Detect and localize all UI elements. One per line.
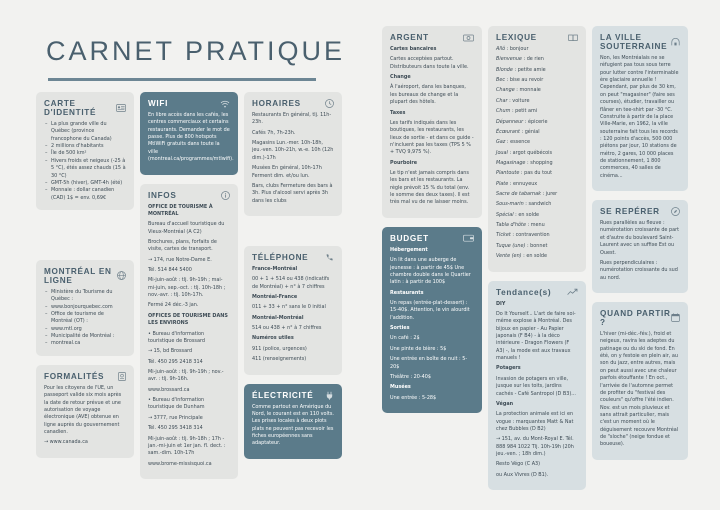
card-body (496, 301, 578, 480)
column-1 (36, 92, 134, 467)
glossary-entry: Bienvenue : de rien (496, 56, 544, 63)
paragraph: Un lit dans une auberge de jeunesse : à partir de 45$ Une chambre double dans le Quartier latin : à partir de 100$ (390, 257, 471, 286)
card-lexique (488, 26, 586, 272)
address: → 151, av. du Mont-Royal E. Tél. 888 984 1022 Tlj. 10h-19h (20h jeu.-ven. ; 18h dim.) (496, 436, 574, 458)
glossary-entry: Plate : ennuyeux (496, 180, 538, 187)
plug-icon (325, 391, 334, 400)
card-tendances (488, 281, 586, 491)
glossary-entry: Vente (en) : en solde (496, 253, 548, 260)
card-montreal-en-ligne (36, 260, 134, 356)
paragraph: Pour les citoyens de l'UE, un passeport valide six mois après la date de retour prévue et une autorisation de voyage électronique (AVE) obtenue en ligne auprès du gouvernement canadien. (44, 384, 122, 435)
card-header (44, 267, 126, 285)
glossary-entry: Écœurant : génial (496, 128, 540, 135)
glossary-entry: Sous-marin : sandwich (496, 201, 552, 208)
paragraph: Non, les Montréalais ne se réfugient pas tous sous terre pour lutter contre l'interminable ère glaciaire annuelle ! Cependant, par plus de 30 km, on peut "magasiner" (faire ses courses), étudier, travailler ou flâner en tee-shirt par -30 °C. Construite à partir de la place Ville-Marie, en 1962, la ville souterraine fait tous les records : 120 points d'accès, 500 000 piétons par jour, 10 stations de métro, 2 gares, 10 000 places de stationnement, 1 800 commerces, 40 salles de cinéma... (600, 55, 679, 179)
card-header (148, 99, 230, 108)
subheading: Montréal-Montréal (252, 314, 304, 321)
paragraph: Un café : 2$ (390, 335, 420, 342)
card-header (390, 33, 474, 42)
list-item: – Île de 500 km² (51, 150, 126, 157)
card-body (252, 404, 334, 448)
page-title: CARNET PRATIQUE (46, 36, 346, 66)
phone-icon (325, 253, 334, 262)
paragraph: 00 + 1 + 514 ou 438 (indicatifs de Montréal) + n° à 7 chiffres (252, 276, 330, 290)
phone: Tél. 514 844 5400 (148, 267, 192, 274)
paragraph: Les tarifs indiqués dans les boutiques, les restaurants, les lieux de sortie - et dans ce guide - n'incluent pas les taxes (TPS 5 % + TVQ 9,975 %). (390, 119, 474, 156)
card-body (252, 112, 334, 205)
card-formalites (36, 365, 134, 458)
card-body (390, 46, 474, 207)
list-item: – GMT-5h (hiver), GMT-4h (été) (51, 180, 126, 187)
address: → 15, bd Brossard (148, 348, 193, 355)
paragraph: Bureau d'accueil touristique du Vieux-Montréal (A C2) (148, 221, 225, 235)
card-telephone (244, 246, 342, 375)
column-5 (488, 26, 586, 499)
card-title: MONTRÉAL EN LIGNE (44, 266, 112, 285)
glossary-entry: Blonde : petite amie (496, 66, 546, 73)
glossary-entry: Sacre de tabarnak : jurer (496, 191, 558, 198)
glossary-entry: Allô : bonjour (496, 46, 529, 52)
card-header (600, 33, 680, 51)
card-horaires (244, 92, 342, 216)
card-argent (382, 26, 482, 218)
card-title: HORAIRES (252, 99, 301, 108)
card-title: INFOS (148, 190, 177, 200)
glossary-entry: Bec : bise au revoir (496, 77, 544, 84)
card-title: ÉLECTRICITÉ (252, 390, 314, 400)
paragraph: • Bureau d'information touristique de Dunham (148, 397, 205, 411)
card-body (148, 112, 234, 164)
card-body (44, 121, 126, 202)
address: → 174, rue Notre-Dame E. (148, 256, 212, 263)
column-4 (382, 26, 482, 422)
paragraph: Bars, clubs Fermeture des bars à 3h. Plus d'alcool servi après 3h dans les clubs (252, 182, 333, 204)
paragraph: À l'aéroport, dans les banques, les bureaux de change et la plupart des hôtels. (390, 84, 466, 106)
clock-icon (325, 99, 334, 108)
column-3 (244, 92, 342, 468)
paragraph: En libre accès dans les cafés, les centres commerciaux et certains restaurants. Demander le mot de passe. Plus de 800 hotspots MtlWiFi gratuits dans toute la ville (montreal.ca/programmes/mtlwifi). (148, 112, 234, 163)
paragraph: Restaurants En général, tlj. 11h-23h. (252, 112, 332, 126)
hours: Mi-juin-août : tlj. 9h-19h ; mai-mi-juin, sep.-oct. : tlj. 10h-18h ; nov.-avr. : tlj. 10h-17h. (148, 277, 226, 299)
card-title: Tendance(s) (496, 287, 552, 297)
card-title: ARGENT (390, 33, 429, 42)
subheading: Sorties (390, 325, 410, 332)
glossary-entry: Gaz : essence (496, 139, 531, 146)
glossary-entry: Spécial : en solde (496, 211, 540, 218)
card-se-reperer (592, 200, 688, 293)
paragraph: Une entrée : 5-28$ (390, 394, 437, 401)
wifi-icon (220, 100, 230, 108)
column-6 (592, 26, 688, 469)
list (44, 121, 126, 202)
card-header (600, 207, 680, 216)
paragraph: L'hiver (mi-déc.-fév.), froid et neigeux, ravira les adeptes du patinage ou du ski de fond. En été, on y festoie en plein air, au son du jazz, entre autres, mais on peut aussi avec une chaleur parfois étouffante ! En oct., l'arrivée de l'automne permet de profiter du "festival des couleurs" qu'offre l'été indien. Nov. est un mois pluvieux et sans attrait particulier, mais c'est un moment où le déguisement recouvre Montréal de "sloche" (neige fondue et boueuse). (600, 330, 679, 448)
list-item: – Municipalité de Montréal : (51, 333, 126, 340)
paragraph: Rues parallèles au fleuve : numérotation croissante de part et d'autre du boulevard Saint-Laurent avec un suffixe Est ou Ouest. (600, 220, 680, 256)
paragraph: Musées En général, 10h-17h Ferment dim. et/ou lun. (252, 165, 322, 179)
glossary-entry: Tabla d'hôte : menu (496, 222, 545, 229)
paragraph: La protection animale est ici en vogue : marquantes Matt & Nat chez Bubbles (D B2) (496, 411, 574, 432)
list-item: – Monnaie : dollar canadien (CAD) 1$ = env. 0,69€ (51, 187, 126, 202)
calendar-icon (671, 313, 680, 322)
list-item[interactable]: – www.mtl.org (51, 326, 126, 333)
card-header (390, 234, 474, 243)
paragraph: Magasins Lun.-mer. 10h-18h, jeu.-ven. 10h-21h, w.-e. 10h (12h dim.)-17h (252, 140, 334, 161)
card-header (148, 191, 230, 200)
subheading: Numéros utiles (252, 335, 294, 342)
paragraph: Cafés 7h, 7h-23h. (252, 129, 296, 136)
tunnel-icon (671, 38, 680, 46)
card-body (44, 385, 126, 447)
paragraph: Le tip n'est jamais compris dans les bars et les restaurants. La règle prévoit 15 % du total (env. le somme des deux taxes). Il est très mal vu de ne laisser moins. (390, 170, 470, 206)
list-item[interactable]: – montreal.ca (51, 340, 126, 347)
card-header (252, 253, 334, 262)
card-body (600, 220, 680, 282)
card-body (600, 55, 680, 180)
paragraph: 514 ou 438 + n° à 7 chiffres (252, 325, 322, 332)
address: → 3777, rue Principale (148, 414, 203, 421)
list-item: – Ministère du Tourisme du Québec : (51, 289, 126, 304)
paragraph: Invasion de potagers en ville, jusque sur les toits, jardins cachés - Café Santropol (D B3)... (496, 375, 576, 397)
paragraph: Resto Végo (C A3) (496, 461, 541, 468)
link[interactable]: www.brome-missisquoi.ca (148, 460, 212, 467)
subheading: OFFICE DE TOURISME À MONTRÉAL (148, 203, 213, 217)
subheading: Potagers (496, 365, 521, 372)
trend-icon (567, 288, 578, 296)
paragraph: 011 + 33 + n° sans le 0 initial (252, 304, 326, 311)
card-ville-souterraine (592, 26, 688, 191)
subheading: France-Montréal (252, 265, 298, 272)
glossary-entry: Change : monnaie (496, 87, 541, 94)
glossary-entry: Plantoute : pas du tout (496, 170, 552, 177)
card-quand-partir (592, 302, 688, 460)
card-header (44, 99, 126, 117)
list-item: – La plus grande ville du Québec (province francophone du Canada) (51, 121, 126, 143)
phone: Tél. 450 295 2418 314 (148, 358, 203, 365)
paragraph: Cartes acceptées partout. Distributeurs dans toute la ville. (390, 56, 469, 70)
paragraph: Un repas (entrée-plat-dessert) : 15-40$. Attention, le vin alourdit l'addition. (390, 299, 470, 321)
card-title: BUDGET (390, 233, 429, 243)
subheading: Restaurants (390, 289, 424, 296)
paragraph: 911 (police, urgences) (252, 345, 307, 352)
card-header (44, 372, 126, 381)
compass-icon (671, 207, 680, 216)
column-2 (140, 92, 238, 488)
info-icon (221, 191, 230, 200)
card-wifi (140, 92, 238, 175)
subheading: Musées (390, 384, 411, 391)
card-header (496, 288, 578, 297)
card-header (252, 391, 334, 400)
card-title: WIFI (148, 99, 169, 108)
card-body (44, 289, 126, 348)
hours: Mi-juin-août : tlj. 9h-18h ; 17h - jan.-mi-juin et 1er jan. fl. dect. : sam.-dim. 10h-17h (148, 435, 226, 457)
glossary-entry: Dépanneur : épicerie (496, 118, 548, 125)
card-body (252, 266, 334, 364)
subheading: Cartes bancaires (390, 46, 437, 52)
card-header (600, 309, 680, 327)
card-title: CARTE D'IDENTITÉ (44, 99, 97, 117)
title-divider (48, 78, 316, 81)
glossary-entry: Tuque (une) : bonnet (496, 242, 548, 249)
card-header (252, 99, 334, 108)
subheading: Montréal-France (252, 294, 298, 301)
card-body (496, 46, 578, 261)
card-body (390, 247, 474, 402)
card-title: LA VILLE SOUTERRAINE (600, 33, 668, 51)
card-electricite (244, 384, 342, 459)
card-body (148, 204, 230, 468)
card-title: LEXIQUE (496, 33, 537, 42)
book-icon (568, 34, 578, 42)
link[interactable]: → www.canada.ca (44, 439, 88, 446)
paragraph: Théâtre : 20-40$ (390, 373, 432, 380)
glossary-entry: Chum : petit ami (496, 108, 538, 115)
paragraph: Do It Yourself... L'art de faire soi-même explose à Montréal. Des bijoux en papier - Au Papier japonais (F B4) - à la déco intérieure - Dragon Flowers (F A3) -, la mode est aux travaux manuels ! (496, 310, 576, 362)
card-budget (382, 227, 482, 413)
money-icon (463, 34, 474, 42)
card-title: TÉLÉPHONE (252, 252, 309, 262)
paragraph: ou Aux Vivres (D B1). (496, 471, 549, 478)
card-header (496, 33, 578, 42)
glossary-entry: Ticket : contravention (496, 232, 550, 239)
card-carte-identite (36, 92, 134, 210)
glossary-entry: Joual : argot québécois (496, 149, 553, 156)
card-title: QUAND PARTIR ? (600, 308, 671, 327)
list-item: – Office de tourisme de Montréal (OT) : (51, 311, 126, 326)
hours: Fermé 24 déc.-3 jan. (148, 302, 199, 309)
paragraph: Une entrée en boîte de nuit : 5-20$ (390, 356, 468, 370)
card-infos (140, 184, 238, 479)
paragraph: Brochures, plans, forfaits de visite, cartes de transport. (148, 238, 217, 253)
hours: Mi-juin-août : tlj. 9h-19h ; nov.-avr. : tlj. 9h-16h. (148, 368, 224, 383)
link[interactable]: www.brossard.ca (148, 386, 190, 393)
list-item: – 2 millions d'habitants (51, 143, 126, 150)
paragraph: 411 (renseignements) (252, 356, 307, 363)
subheading: Pourboire (390, 159, 418, 166)
id-card-icon (116, 104, 126, 112)
glossary-entry: Magasinage : shopping (496, 159, 553, 166)
subheading: Végan (496, 400, 514, 407)
paragraph: Comme partout en Amérique du Nord, le courant est en 110 volts. Les prises locales à deux plots plats ne peuvent pas recevoir les fiches européennes sans adaptateur. (252, 403, 334, 447)
subheading: Change (390, 74, 411, 81)
globe-icon (117, 271, 126, 280)
passport-icon (118, 372, 126, 381)
list (44, 289, 126, 348)
phone: Tél. 450 295 3418 314 (148, 425, 203, 432)
paragraph: • Bureau d'information touristique de Brossard (148, 330, 206, 344)
subheading: Hébergement (390, 246, 428, 253)
wallet-icon (463, 234, 474, 242)
list-item: – Hivers froids et neigeux (-25 à 5 °C), étés assez chauds (15 à 30 °C) (51, 158, 126, 180)
list-item[interactable]: – www.bonjourquebec.com (51, 304, 126, 311)
subheading: OFFICES DE TOURISME DANS LES ENVIRONS (148, 312, 228, 327)
card-title: SE REPÉRER (600, 207, 660, 217)
glossary-entry: Char : voiture (496, 97, 530, 104)
card-title: FORMALITÉS (44, 371, 105, 381)
card-body (600, 331, 680, 449)
subheading: Taxes (390, 109, 406, 116)
paragraph: Une pinte de bière : 5$ (390, 345, 447, 352)
subheading: DIY (496, 300, 506, 307)
paragraph: Rues perpendiculaires : numérotation croissante du sud au nord. (600, 259, 678, 281)
